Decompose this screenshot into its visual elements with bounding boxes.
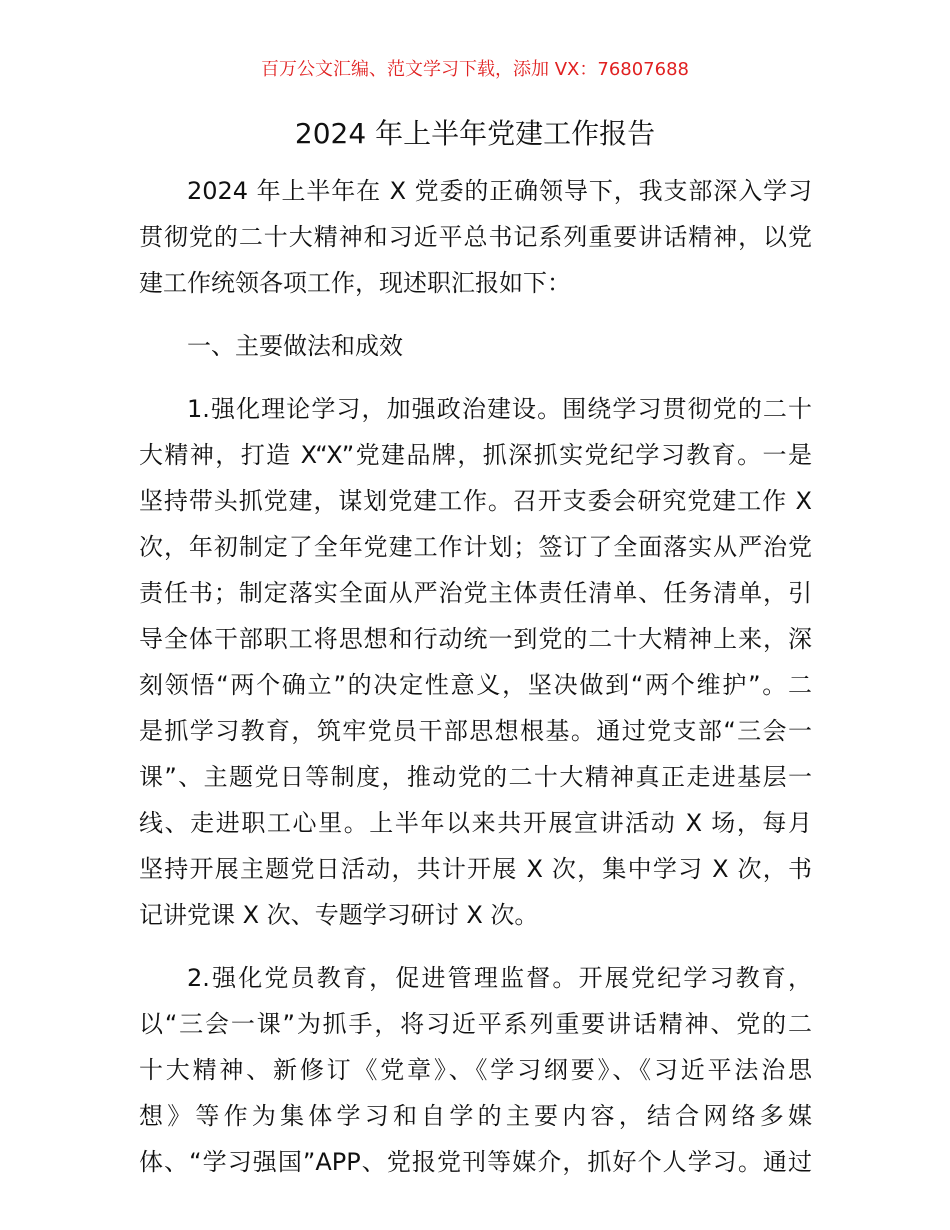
paragraph-item-1 — [139, 386, 812, 938]
paragraph-intro — [139, 168, 812, 306]
document-title: 2024 年上半年党建工作报告 — [294, 117, 656, 150]
paragraph-line: 次，年初制定了全年党建工作计划；签订了全面落实从严治党 — [139, 533, 812, 561]
paragraph-line: 是抓学习教育，筑牢党员干部思想根基。通过党支部“三会一 — [139, 717, 812, 745]
heading-line: 一、主要做法和成效 — [187, 332, 403, 360]
section-heading — [139, 323, 812, 369]
paragraph-line: 责任书；制定落实全面从严治党主体责任清单、任务清单，引 — [139, 579, 812, 607]
paragraph-line: 大精神，打造 X“X”党建品牌，抓深抓实党纪学习教育。一是 — [139, 441, 812, 469]
paragraph-line: 刻领悟“两个确立”的决定性意义，坚决做到“两个维护”。二 — [139, 671, 812, 699]
paragraph-line: 以“三会一课”为抓手，将习近平系列重要讲话精神、党的二 — [139, 1010, 812, 1038]
paragraph-line: 坚持开展主题党日活动，共计开展 X 次，集中学习 X 次，书 — [139, 855, 812, 883]
paragraph-line: 课”、主题党日等制度，推动党的二十大精神真正走进基层一 — [139, 763, 812, 791]
paragraph-item-2 — [139, 955, 812, 1185]
paragraph-line: 2024 年上半年在 X 党委的正确领导下，我支部深入学习 — [187, 177, 812, 205]
paragraph-line: 2.强化党员教育，促进管理监督。开展党纪学习教育， — [187, 964, 812, 992]
paragraph-line: 体、“学习强国”APP、党报党刊等媒介，抓好个人学习。通过 — [139, 1148, 812, 1176]
paragraph-line: 1.强化理论学习，加强政治建设。围绕学习贯彻党的二十 — [187, 395, 812, 423]
paragraph-line: 坚持带头抓党建，谋划党建工作。召开支委会研究党建工作 X — [139, 487, 812, 515]
header-note: 百万公文汇编、范文学习下载，添加 VX：76807688 — [261, 59, 689, 80]
paragraph-line: 十大精神、新修订《党章》、《学习纲要》、《习近平法治思 — [139, 1056, 812, 1084]
paragraph-line: 导全体干部职工将思想和行动统一到党的二十大精神上来，深 — [139, 625, 812, 653]
paragraph-line: 想》等作为集体学习和自学的主要内容，结合网络多媒 — [139, 1102, 812, 1130]
document-body — [139, 168, 812, 1185]
paragraph-line: 贯彻党的二十大精神和习近平总书记系列重要讲话精神，以党 — [139, 223, 812, 251]
paragraph-line: 线、走进职工心里。上半年以来共开展宣讲活动 X 场，每月 — [139, 809, 812, 837]
paragraph-line: 记讲党课 X 次、专题学习研讨 X 次。 — [139, 901, 539, 929]
paragraph-line: 建工作统领各项工作，现述职汇报如下： — [139, 269, 571, 297]
